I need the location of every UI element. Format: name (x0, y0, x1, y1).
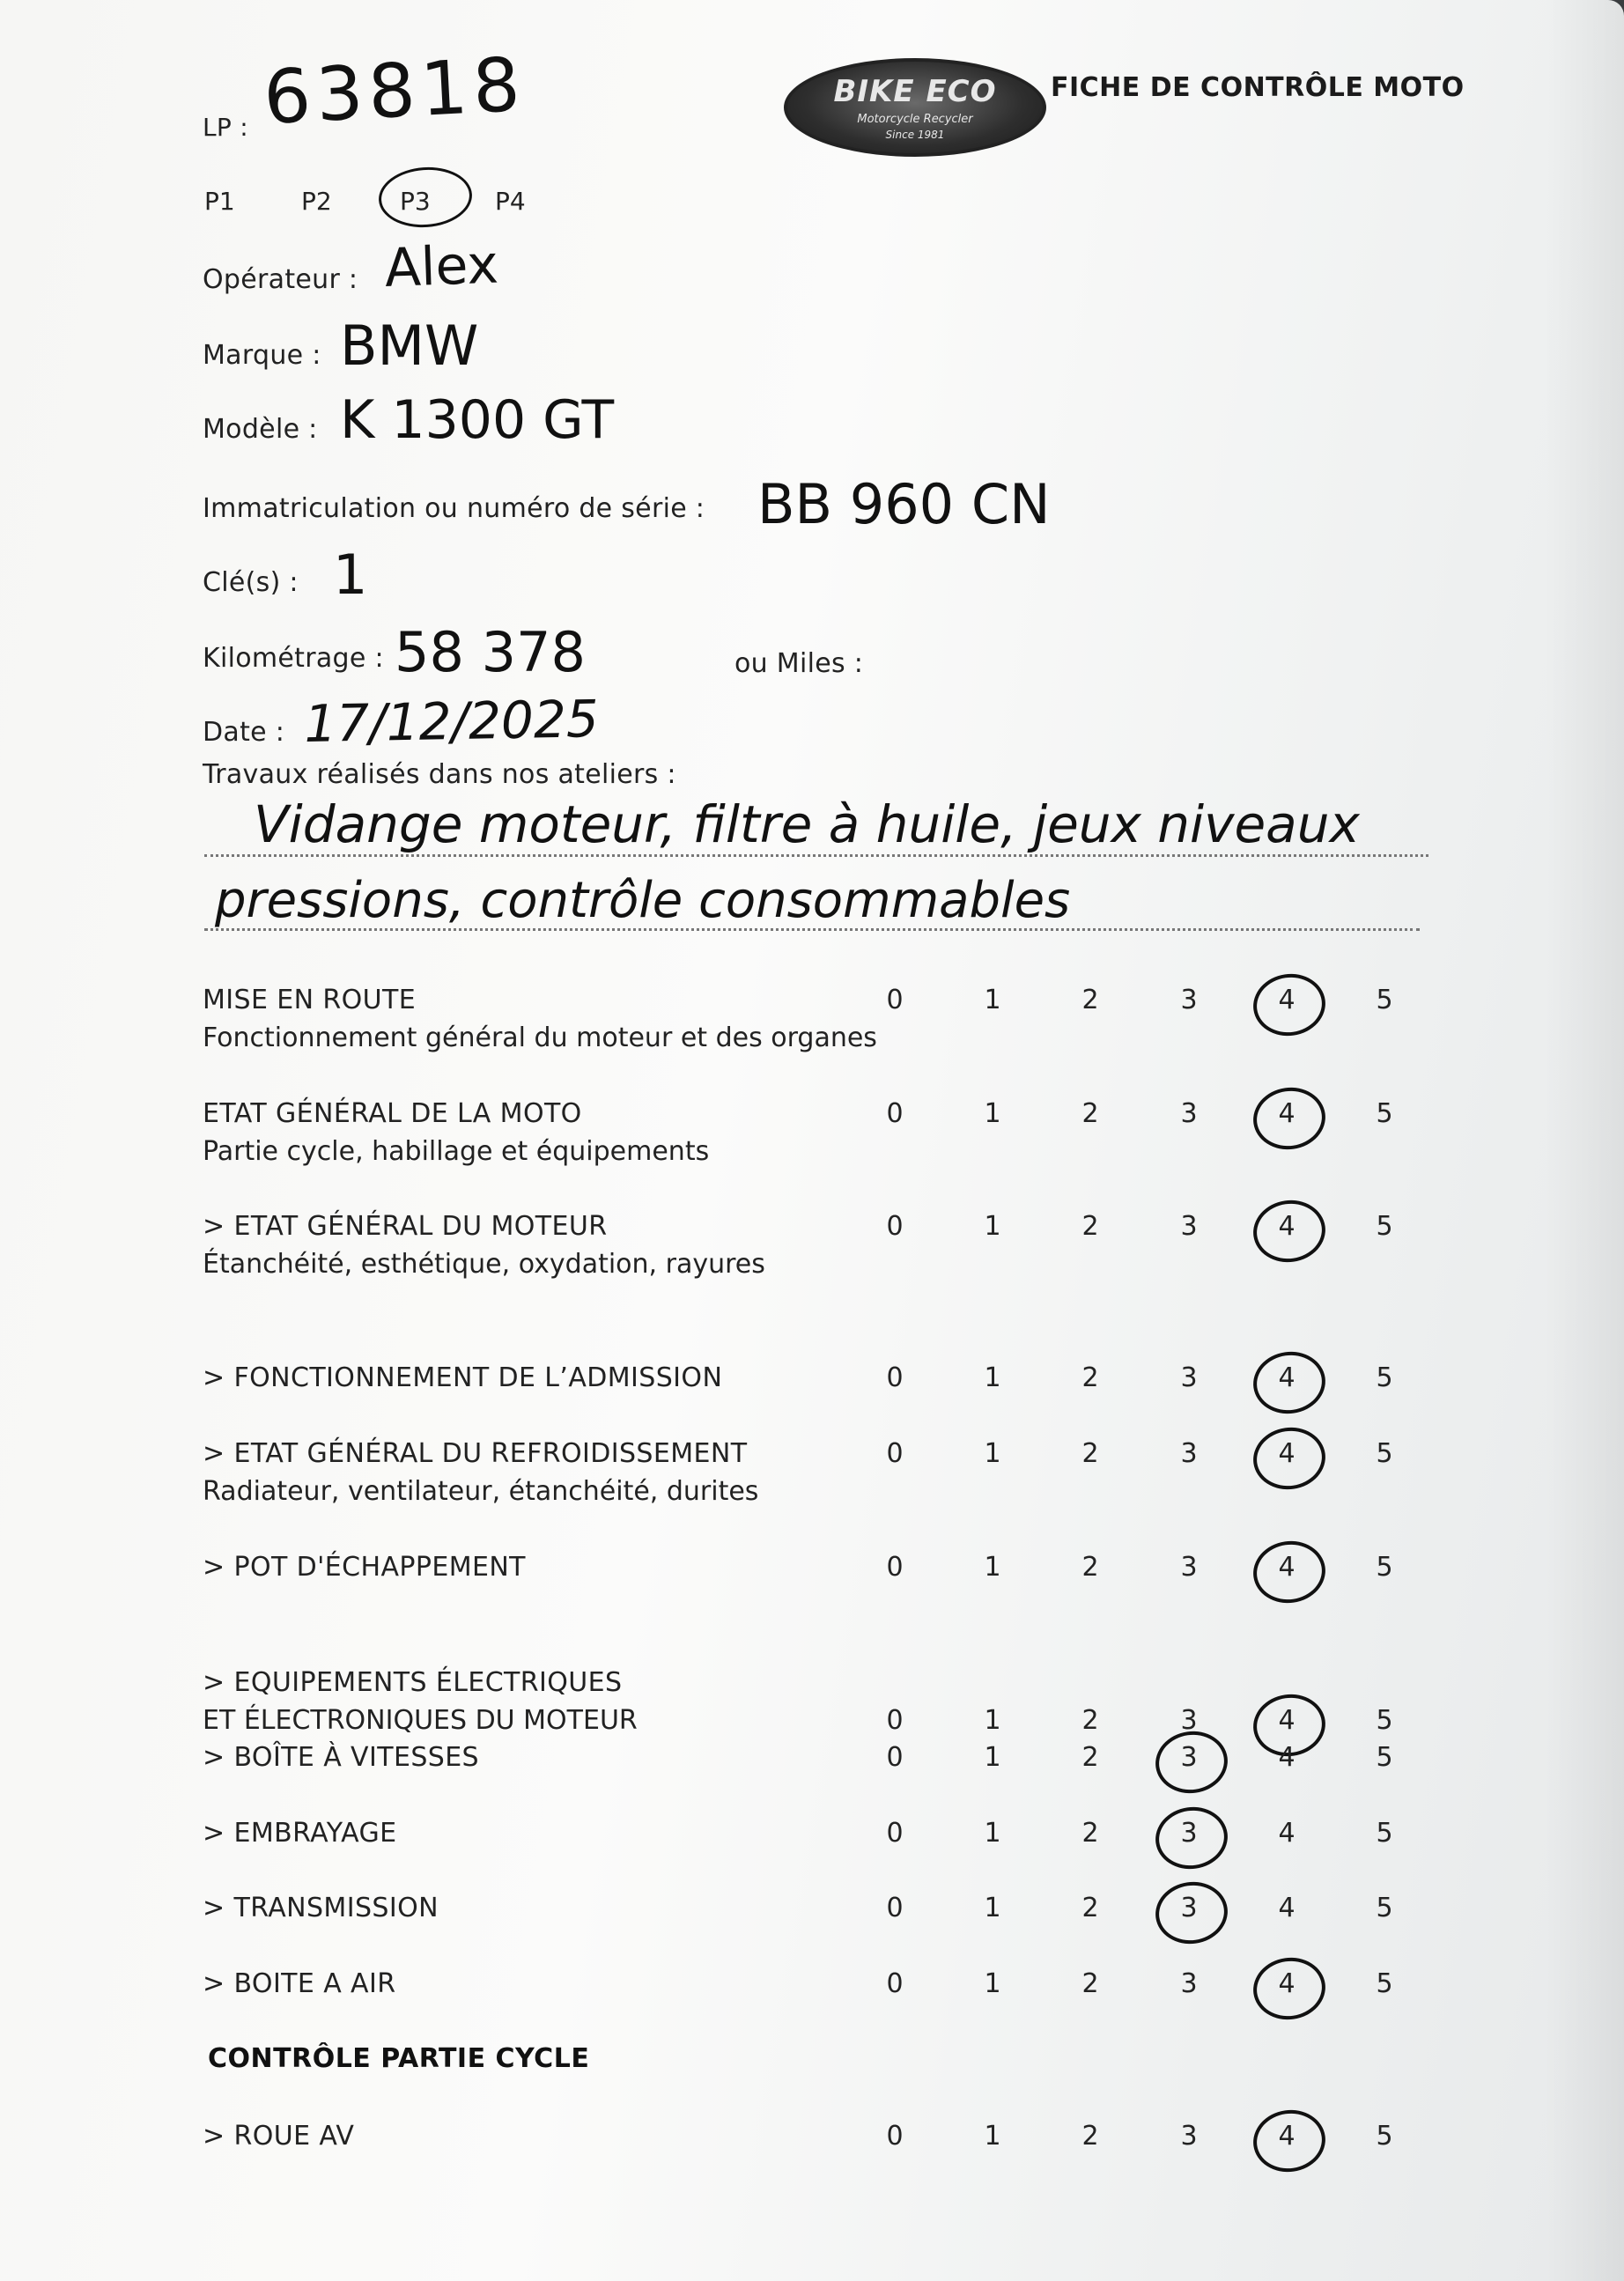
score-option-4: 4 (1278, 2121, 1296, 2152)
score-option-4: 4 (1278, 1098, 1296, 1129)
score-option-5: 5 (1376, 1818, 1393, 1849)
score-selected-circle (1250, 1423, 1330, 1495)
score-option-0: 0 (886, 1552, 904, 1583)
score-option-4: 4 (1278, 1705, 1296, 1736)
score-option-5: 5 (1376, 1362, 1393, 1393)
travaux-dotted-line-2 (204, 928, 1420, 931)
immat-value: BB 960 CN (757, 472, 1051, 536)
score-option-3: 3 (1180, 1968, 1198, 1999)
score-option-5: 5 (1376, 1438, 1393, 1469)
score-option-4: 4 (1278, 1893, 1296, 1923)
priority-p3: P3 (400, 187, 431, 216)
score-selected-circle (1152, 1727, 1232, 1798)
score-option-4: 4 (1278, 985, 1296, 1015)
score-option-2: 2 (1081, 2121, 1099, 2152)
score-selected-circle (1250, 2106, 1330, 2177)
score-option-2: 2 (1081, 1705, 1099, 1736)
score-option-1: 1 (984, 1552, 1001, 1583)
operateur-value: Alex (383, 233, 500, 299)
rating-row-title: > ETAT GÉNÉRAL DU REFROIDISSEMENT (203, 1438, 748, 1469)
score-option-0: 0 (886, 2121, 904, 2152)
modele-value: K 1300 GT (340, 389, 615, 451)
score-option-1: 1 (984, 1362, 1001, 1393)
score-option-3: 3 (1180, 1098, 1198, 1129)
score-option-3: 3 (1180, 1552, 1198, 1583)
miles-label: ou Miles : (734, 648, 864, 679)
lp-label: LP : (203, 113, 249, 142)
score-option-1: 1 (984, 2121, 1001, 2152)
travaux-line1: Vidange moteur, filtre à huile, jeux niveaux (254, 794, 1360, 854)
rating-row-title: > TRANSMISSION (203, 1893, 439, 1923)
score-option-3: 3 (1180, 1211, 1198, 1242)
score-option-3: 3 (1180, 1818, 1198, 1849)
lp-value: 63818 (261, 41, 528, 141)
score-option-0: 0 (886, 1818, 904, 1849)
priority-p1: P1 (204, 187, 235, 216)
priority-p2: P2 (301, 187, 332, 216)
score-selected-circle (1250, 970, 1330, 1041)
score-option-2: 2 (1081, 1818, 1099, 1849)
rating-row-title: > EMBRAYAGE (203, 1818, 397, 1849)
score-option-5: 5 (1376, 1705, 1393, 1736)
score-option-3: 3 (1180, 1742, 1198, 1773)
score-option-2: 2 (1081, 1552, 1099, 1583)
bike-eco-logo (784, 58, 1046, 157)
score-option-3: 3 (1180, 985, 1198, 1015)
rating-row-subtitle: ET ÉLECTRONIQUES DU MOTEUR (203, 1705, 638, 1736)
travaux-label: Travaux réalisés dans nos ateliers : (203, 759, 676, 790)
score-option-2: 2 (1081, 1211, 1099, 1242)
score-option-1: 1 (984, 1438, 1001, 1469)
score-option-0: 0 (886, 985, 904, 1015)
date-value: 17/12/2025 (303, 689, 600, 754)
score-selected-circle (1250, 1196, 1330, 1267)
logo-tagline: Motorcycle Recycler (857, 113, 973, 126)
score-option-3: 3 (1180, 1893, 1198, 1923)
score-option-5: 5 (1376, 1742, 1393, 1773)
score-option-5: 5 (1376, 2121, 1393, 2152)
score-option-5: 5 (1376, 985, 1393, 1015)
date-label: Date : (203, 717, 285, 748)
score-selected-circle (1250, 1953, 1330, 2025)
score-selected-circle (1152, 1803, 1232, 1874)
operateur-label: Opérateur : (203, 264, 358, 295)
score-option-0: 0 (886, 1742, 904, 1773)
score-option-1: 1 (984, 1098, 1001, 1129)
cles-value: 1 (333, 543, 368, 607)
score-option-3: 3 (1180, 1362, 1198, 1393)
score-option-3: 3 (1180, 1705, 1198, 1736)
score-option-1: 1 (984, 1742, 1001, 1773)
score-option-0: 0 (886, 1968, 904, 1999)
marque-value: BMW (340, 314, 479, 378)
score-option-4: 4 (1278, 1968, 1296, 1999)
score-option-4: 4 (1278, 1818, 1296, 1849)
rating-row-subtitle: Partie cycle, habillage et équipements (203, 1136, 710, 1167)
score-option-3: 3 (1180, 2121, 1198, 2152)
rating-row-title: > POT D'ÉCHAPPEMENT (203, 1552, 526, 1583)
score-option-5: 5 (1376, 1211, 1393, 1242)
score-option-5: 5 (1376, 1893, 1393, 1923)
section-partie-cycle: CONTRÔLE PARTIE CYCLE (208, 2043, 590, 2074)
km-label: Kilométrage : (203, 643, 384, 674)
score-selected-circle (1250, 1083, 1330, 1155)
score-option-0: 0 (886, 1098, 904, 1129)
rating-row-title: > EQUIPEMENTS ÉLECTRIQUES (203, 1667, 623, 1698)
score-option-4: 4 (1278, 1552, 1296, 1583)
score-option-3: 3 (1180, 1438, 1198, 1469)
priority-p4: P4 (495, 187, 526, 216)
rating-row-subtitle: Radiateur, ventilateur, étanchéité, durites (203, 1476, 759, 1507)
rating-row-subtitle: Fonctionnement général du moteur et des organes (203, 1022, 877, 1053)
score-option-2: 2 (1081, 1742, 1099, 1773)
travaux-dotted-line-1 (204, 854, 1428, 857)
score-option-1: 1 (984, 1818, 1001, 1849)
score-option-5: 5 (1376, 1552, 1393, 1583)
score-option-4: 4 (1278, 1438, 1296, 1469)
score-option-2: 2 (1081, 985, 1099, 1015)
score-option-0: 0 (886, 1362, 904, 1393)
priority-selected-circle (377, 164, 474, 230)
rating-row-title: ETAT GÉNÉRAL DE LA MOTO (203, 1098, 582, 1129)
modele-label: Modèle : (203, 414, 318, 445)
score-option-0: 0 (886, 1438, 904, 1469)
score-option-2: 2 (1081, 1438, 1099, 1469)
cles-label: Clé(s) : (203, 567, 299, 598)
score-option-2: 2 (1081, 1893, 1099, 1923)
score-option-0: 0 (886, 1893, 904, 1923)
score-option-2: 2 (1081, 1968, 1099, 1999)
rating-row-title: > FONCTIONNEMENT DE L’ADMISSION (203, 1362, 723, 1393)
score-option-1: 1 (984, 985, 1001, 1015)
score-option-0: 0 (886, 1705, 904, 1736)
score-option-1: 1 (984, 1893, 1001, 1923)
score-option-5: 5 (1376, 1968, 1393, 1999)
score-option-2: 2 (1081, 1362, 1099, 1393)
score-selected-circle (1152, 1878, 1232, 1949)
rating-row-title: > ROUE AV (203, 2121, 355, 2152)
rating-row-title: > ETAT GÉNÉRAL DU MOTEUR (203, 1211, 608, 1242)
marque-label: Marque : (203, 340, 321, 371)
sheet-title: FICHE DE CONTRÔLE MOTO (1051, 72, 1465, 103)
immat-label: Immatriculation ou numéro de série : (203, 493, 705, 524)
score-option-4: 4 (1278, 1742, 1296, 1773)
score-option-1: 1 (984, 1211, 1001, 1242)
score-selected-circle (1250, 1537, 1330, 1608)
score-option-1: 1 (984, 1968, 1001, 1999)
logo-name: BIKE ECO (833, 74, 997, 109)
travaux-line2: pressions, contrôle consommables (215, 872, 1071, 929)
score-option-0: 0 (886, 1211, 904, 1242)
rating-row-title: > BOITE A AIR (203, 1968, 396, 1999)
rating-row-title: > BOÎTE À VITESSES (203, 1742, 479, 1773)
rating-row-title: MISE EN ROUTE (203, 985, 417, 1015)
score-option-1: 1 (984, 1705, 1001, 1736)
score-option-4: 4 (1278, 1211, 1296, 1242)
rating-row-subtitle: Étanchéité, esthétique, oxydation, rayures (203, 1249, 765, 1280)
score-option-5: 5 (1376, 1098, 1393, 1129)
km-value: 58 378 (395, 620, 586, 684)
score-selected-circle (1250, 1347, 1330, 1419)
score-option-4: 4 (1278, 1362, 1296, 1393)
logo-since: Since 1981 (885, 129, 945, 141)
score-option-2: 2 (1081, 1098, 1099, 1129)
